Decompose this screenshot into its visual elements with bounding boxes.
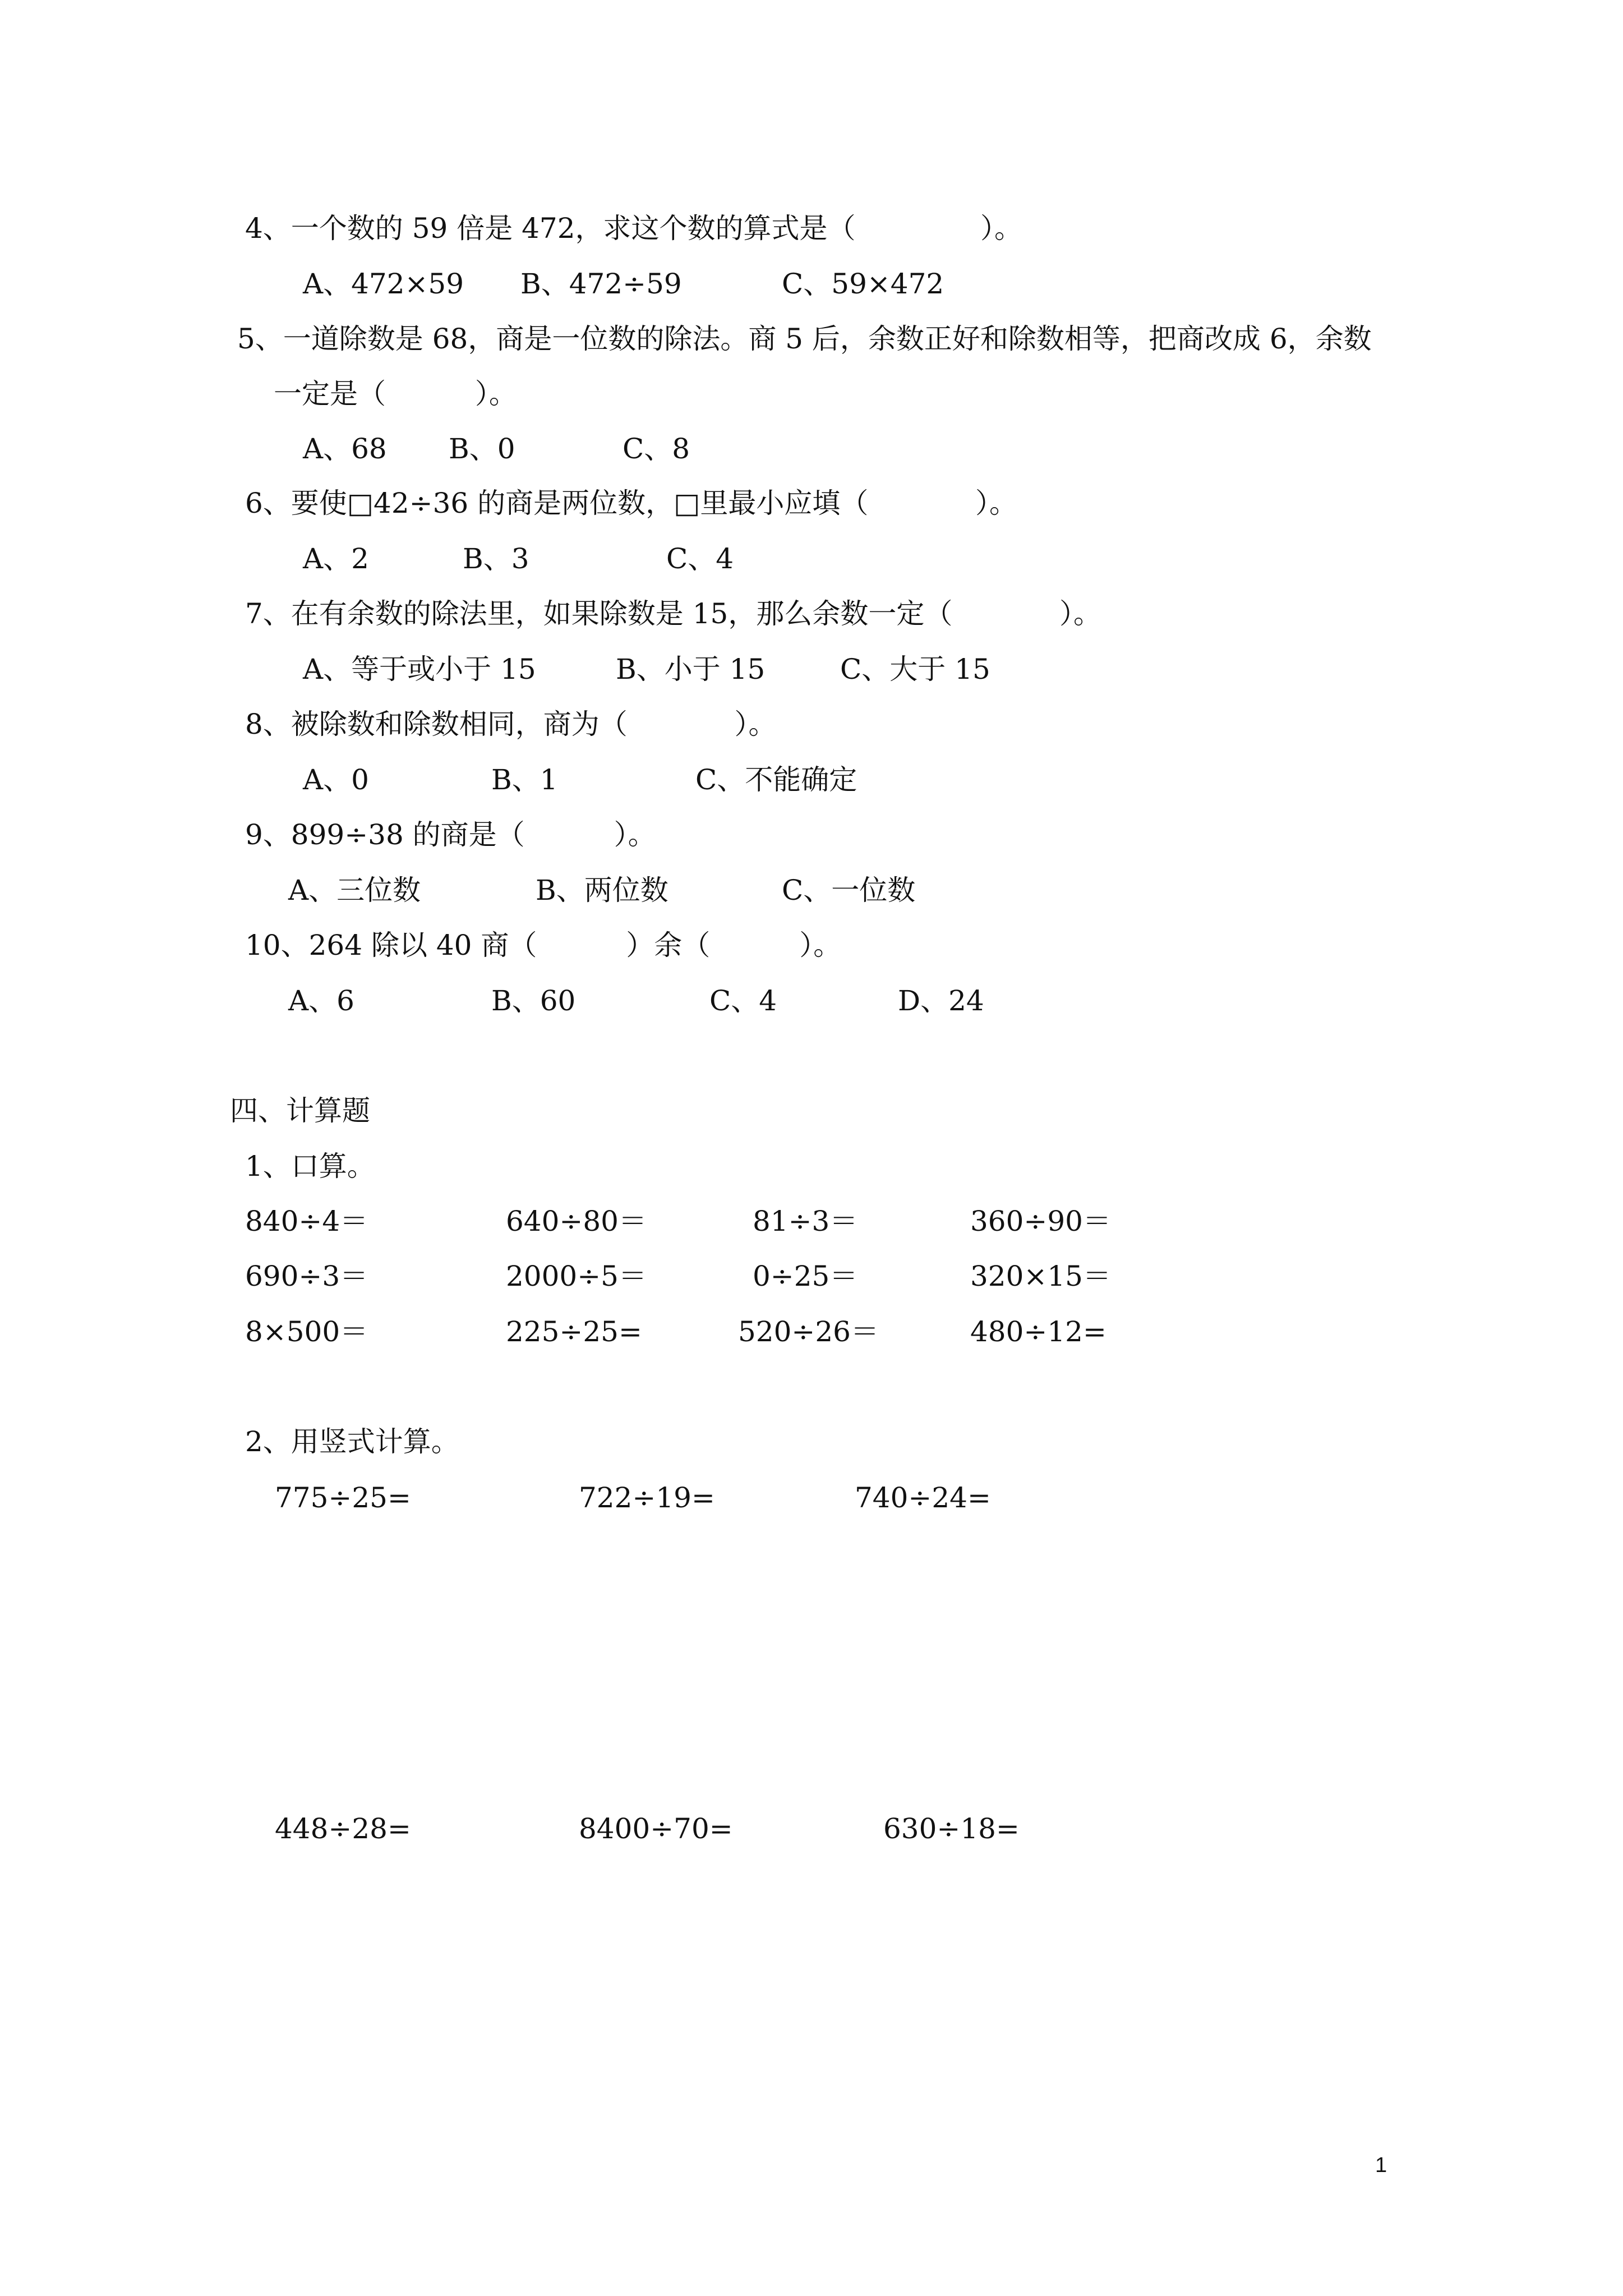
vertical-calc-title: 2、用竖式计算。 bbox=[245, 1425, 459, 1458]
question-4-option-b: B、472÷59 bbox=[520, 268, 682, 300]
question-10-option-d: D、24 bbox=[898, 984, 984, 1017]
oral-calc-title: 1、口算。 bbox=[245, 1150, 375, 1182]
question-9-stem: 9、899÷38 的商是（ ）。 bbox=[245, 818, 656, 851]
question-8-option-a: A、0 bbox=[303, 763, 369, 796]
question-4-option-c: C、59×472 bbox=[782, 268, 944, 300]
question-10-option-b: B、60 bbox=[491, 984, 576, 1017]
oral-calc-item: 360÷90＝ bbox=[970, 1205, 1111, 1237]
question-4-option-a: A、472×59 bbox=[303, 268, 464, 300]
vertical-calc-item: 448÷28= bbox=[275, 1812, 411, 1845]
oral-calc-item: 2000÷5＝ bbox=[506, 1260, 647, 1292]
question-10-option-c: C、4 bbox=[709, 984, 777, 1017]
question-7-option-b: B、小于 15 bbox=[616, 653, 766, 685]
oral-calc-item: 840÷4＝ bbox=[245, 1205, 368, 1237]
question-7-option-c: C、大于 15 bbox=[840, 653, 990, 685]
question-8-stem: 8、被除数和除数相同，商为（ ）。 bbox=[245, 708, 777, 740]
oral-calc-item: 690÷3＝ bbox=[245, 1260, 368, 1292]
vertical-calc-item: 722÷19= bbox=[579, 1481, 715, 1514]
question-6-option-c: C、4 bbox=[666, 542, 734, 575]
oral-calc-item: 320×15＝ bbox=[970, 1260, 1111, 1292]
question-9-option-a: A、三位数 bbox=[288, 874, 421, 907]
question-10-stem: 10、264 除以 40 商（ ）余（ ）。 bbox=[245, 929, 842, 961]
section-4-title: 四、计算题 bbox=[230, 1094, 370, 1127]
oral-calc-item: 520÷26＝ bbox=[738, 1315, 879, 1348]
question-5-option-b: B、0 bbox=[449, 432, 515, 465]
vertical-calc-item: 630÷18= bbox=[883, 1812, 1020, 1845]
vertical-calc-item: 8400÷70= bbox=[579, 1812, 733, 1845]
question-5-option-a: A、68 bbox=[303, 432, 387, 465]
question-7-stem: 7、在有余数的除法里，如果除数是 15，那么余数一定（ ）。 bbox=[245, 597, 1102, 630]
question-8-option-b: B、1 bbox=[491, 763, 558, 796]
question-6-option-b: B、3 bbox=[463, 542, 529, 575]
question-4-stem: 4、一个数的 59 倍是 472，求这个数的算式是（ ）。 bbox=[245, 212, 1023, 245]
question-6-stem: 6、要使□42÷36 的商是两位数，□里最小应填（ ）。 bbox=[245, 487, 1018, 519]
oral-calc-item: 640÷80＝ bbox=[506, 1205, 647, 1237]
question-8-option-c: C、不能确定 bbox=[695, 763, 857, 796]
oral-calc-item: 0÷25＝ bbox=[753, 1260, 858, 1292]
oral-calc-item: 225÷25= bbox=[506, 1315, 642, 1348]
page-number: 1 bbox=[1375, 2154, 1387, 2177]
question-5-option-c: C、8 bbox=[623, 432, 690, 465]
vertical-calc-item: 775÷25= bbox=[275, 1481, 411, 1514]
oral-calc-item: 8×500＝ bbox=[245, 1315, 368, 1348]
question-6-option-a: A、2 bbox=[303, 542, 369, 575]
vertical-calc-item: 740÷24= bbox=[855, 1481, 991, 1514]
oral-calc-item: 81÷3＝ bbox=[753, 1205, 858, 1237]
question-9-option-b: B、两位数 bbox=[536, 874, 668, 907]
oral-calc-item: 480÷12= bbox=[970, 1315, 1106, 1348]
question-5-stem-continued: 一定是（ ）。 bbox=[274, 378, 517, 410]
question-7-option-a: A、等于或小于 15 bbox=[303, 653, 536, 685]
question-9-option-c: C、一位数 bbox=[782, 874, 916, 907]
question-10-option-a: A、6 bbox=[288, 984, 354, 1017]
question-5-stem: 5、一道除数是 68，商是一位数的除法。商 5 后，余数正好和除数相等，把商改成 6，余数 bbox=[237, 323, 1372, 355]
